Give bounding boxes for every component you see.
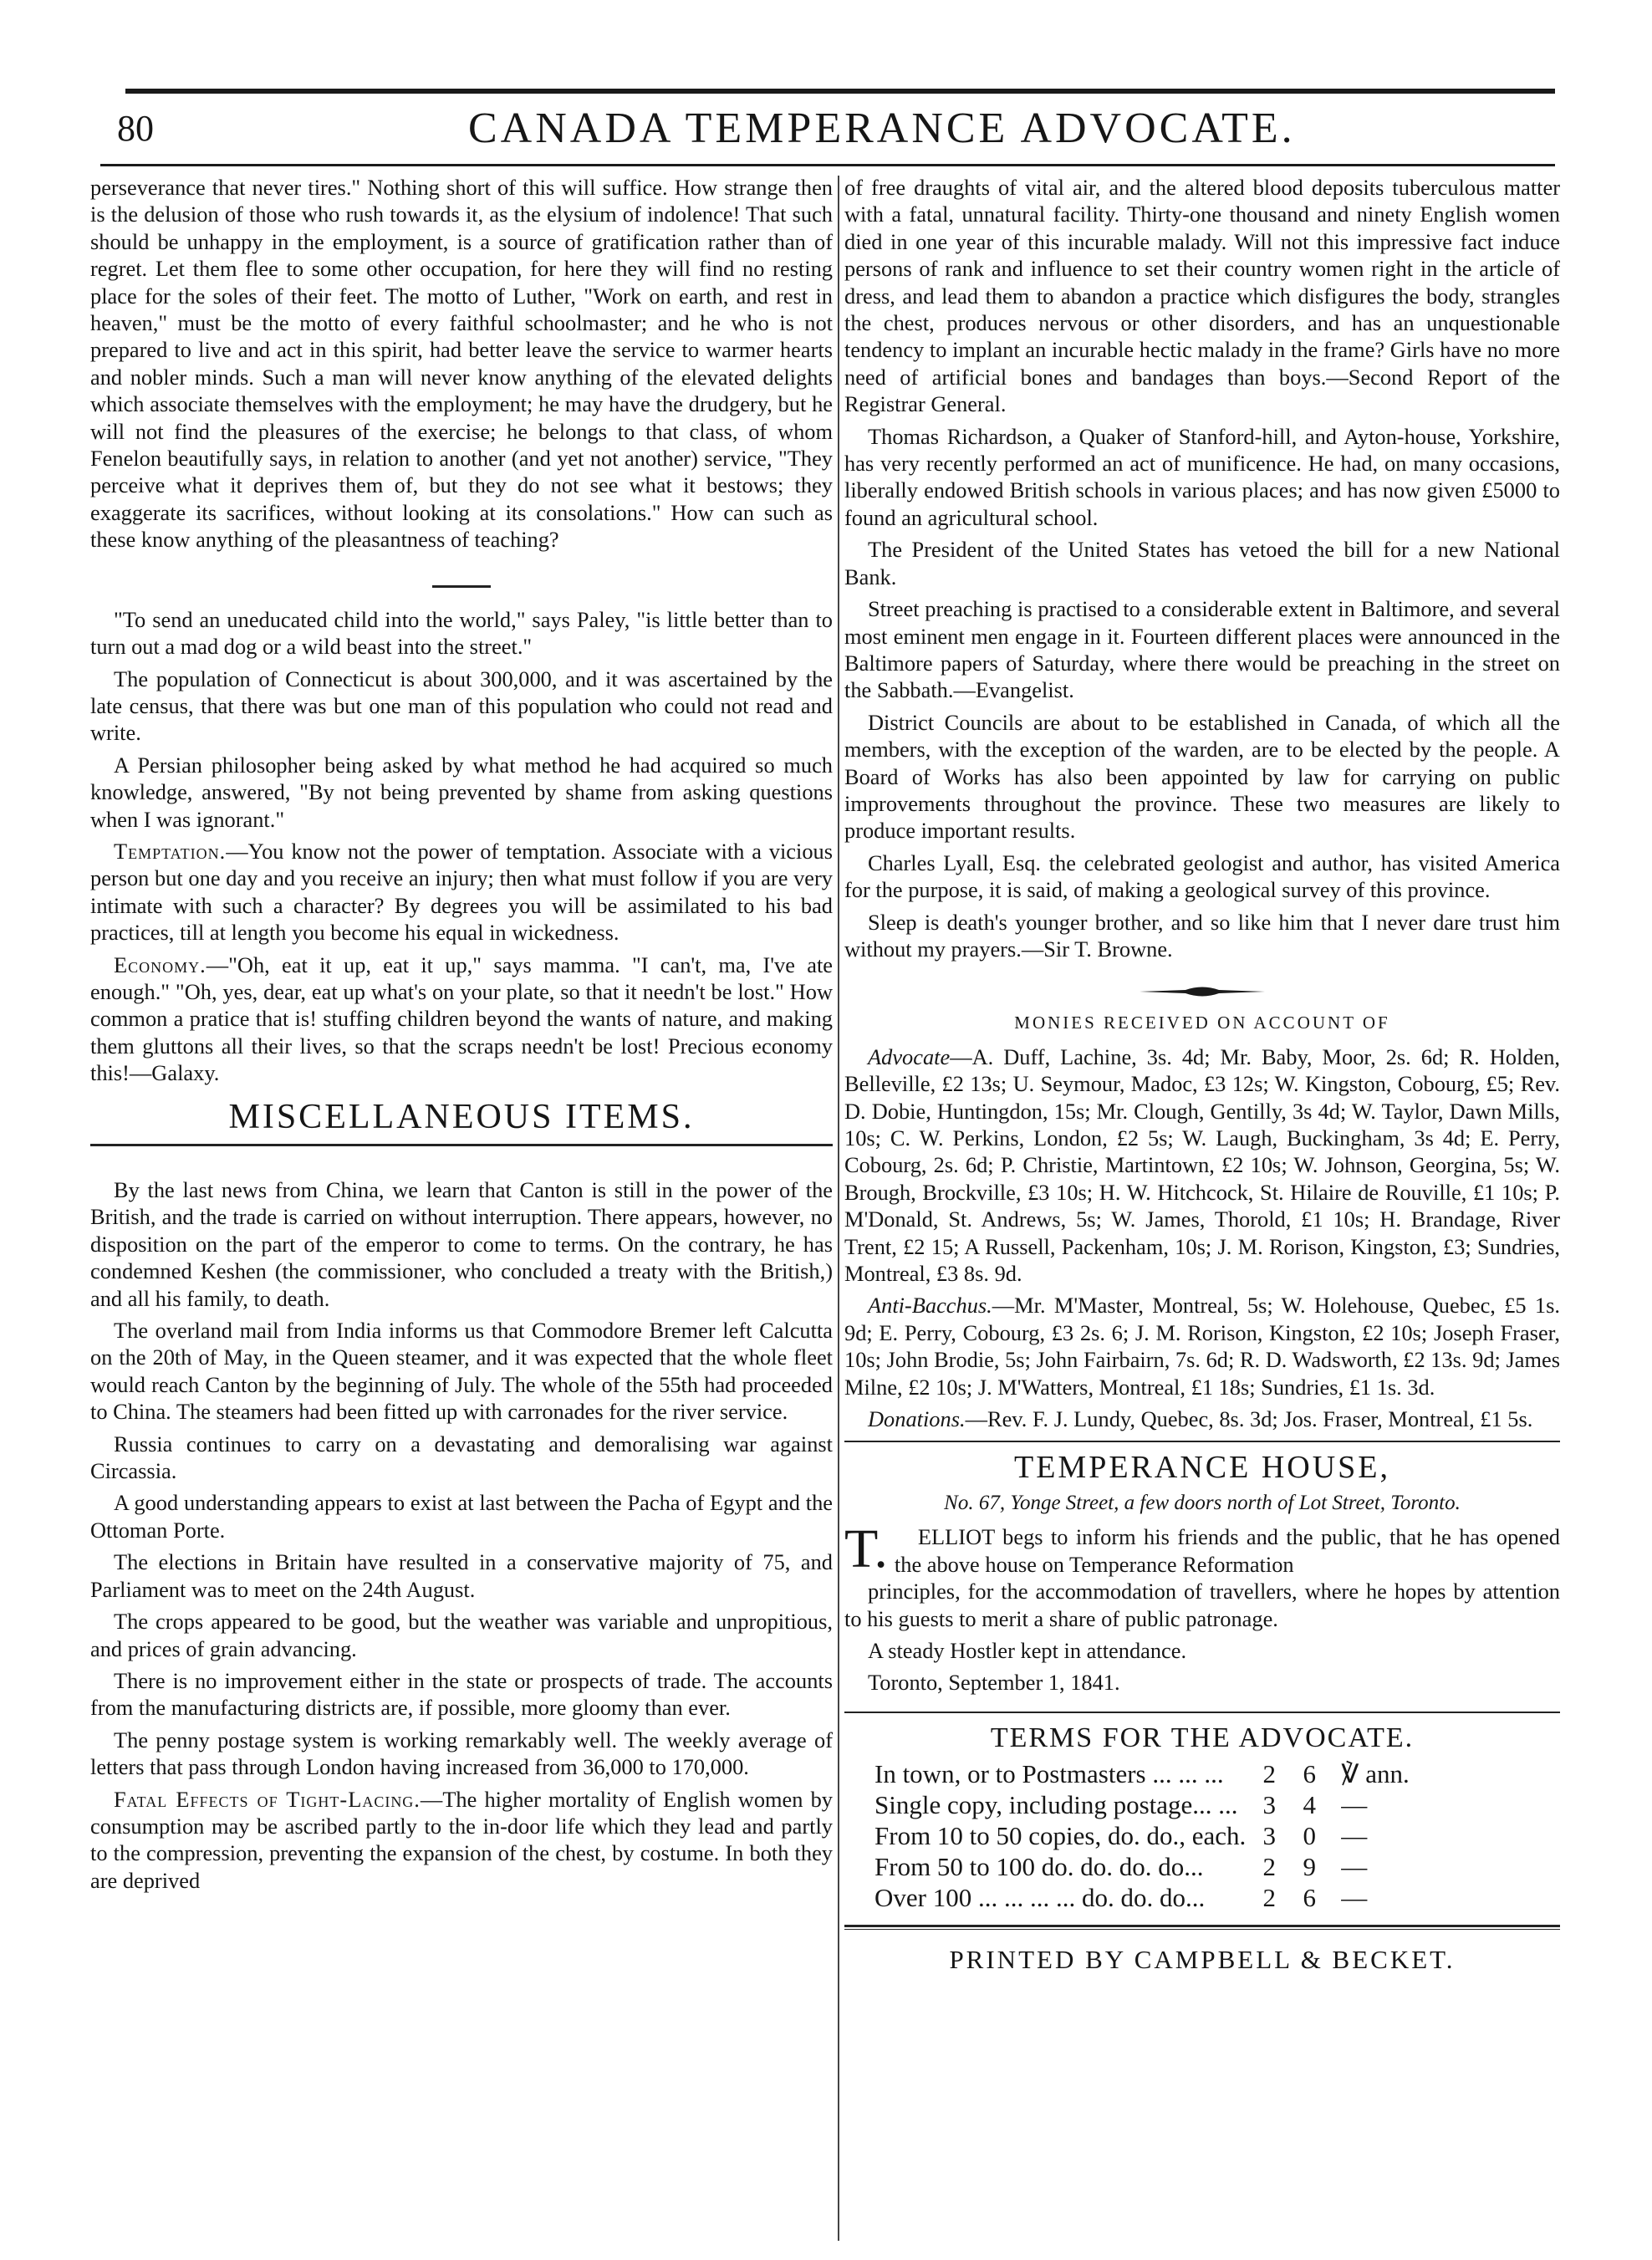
terms-pence: 6 [1303,1759,1317,1789]
terms-unit: — [1341,1883,1368,1913]
terms-pence: 4 [1303,1790,1317,1820]
article-body: —"Oh, eat it up, eat it up," says mamma. "I can't, ma, I've ate enough." "Oh, yes, dear, eat up what's on your plate, so that it needn't be lost." How common a pratice that is! stuffing children beyond the wants of nature, and making them gluttons all their lives, so that the scraps needn't be lost! Precious economy this!—Galaxy. [90,951,833,1086]
terms-desc: Over 100 ... ... ... ... do. do. do... [874,1883,1206,1913]
article-title: Economy. [114,951,206,977]
monies-list [844,1292,1560,1400]
monies-label: Advocate [868,1043,951,1069]
article-body: —You know not the power of temptation. Associate with a vicious person but one day and you receive an injury; then what must follow if you are very intimate with such a character? By degrees you will be assimilated to his bad practices, till at length you become his equal in wickedness. [90,838,833,946]
terms-desc: Single copy, including postage... ... [874,1790,1238,1820]
news-item: Sleep is death's younger brother, and so like him that I never dare trust him without my prayers.—Sir T. Browne. [844,909,1560,962]
news-item: A good understanding appears to exist at last between the Pacha of Egypt and the Ottoman Porte. [90,1490,833,1543]
terms-desc: From 50 to 100 do. do. do. do... [874,1852,1204,1882]
terms-desc: In town, or to Postmasters ... ... ... [874,1759,1224,1789]
terms-row [874,1882,1410,1913]
printer-imprint: PRINTED BY CAMPBELL & BECKET. [949,1945,1456,1975]
ad-block [844,1518,1560,1580]
article-text [90,951,833,1087]
article-text [90,838,833,946]
article-body: —The higher mortality of English women by consumption may be ascribed partly to the in-door life which they lead and partly to the compression, preventing the expansion of the chest, by costume. In both they are deprived [90,1786,833,1893]
ad-body-continued: principles, for the accommodation of travellers, where he hopes by attention to his guests to merit a share of public patronage. [844,1579,1560,1631]
news-item: The crops appeared to be good, but the weather was variable and unpropitious, and prices of grain advancing. [90,1609,833,1661]
terms-shillings: 2 [1262,1759,1277,1789]
ad-address: No. 67, Yonge Street, a few doors north of Lot Street, Toronto. [944,1491,1461,1514]
news-item: There is no improvement either in the state or prospects of trade. The accounts from the manufacturing districts are, if possible, more gloomy than ever. [90,1667,833,1721]
news-item: Street preaching is practised to a considerable extent in Baltimore, and several most eminent men engage in it. Fourteen different places were announced in the Baltimore papers of Saturday, where there would be preaching in the street on the Sabbath.—Evangelist. [844,596,1560,703]
ad-drop-initial: T. [844,1518,888,1580]
terms-desc: From 10 to 50 copies, do. do., each. [874,1821,1247,1851]
terms-shillings: 2 [1262,1852,1277,1882]
page-number: 80 [117,108,154,149]
terms-pence: 6 [1303,1883,1317,1913]
terms-shillings: 3 [1262,1821,1277,1851]
news-item: The President of the United States has vetoed the bill for a new National Bank. [844,537,1560,589]
terms-rule [844,1712,1560,1713]
article-text: The population of Connecticut is about 300,000, and it was ascertained by the late census, that there was but one man of this population who could not read and write. [90,666,833,746]
terms-unit: — [1341,1790,1368,1820]
masthead-title: CANADA TEMPERANCE ADVOCATE. [468,105,1296,152]
terms-unit: — [1341,1821,1368,1851]
news-item: By the last news from China, we learn that Canton is still in the power of the British, and the trade is carried on without interruption. There appears, however, no disposition on the part of the emperor to come to terms. On the contrary, he has condemned Keshen (the commissioner, who concluded a treaty with the British,) and all his family, to death. [90,1177,833,1311]
terms-row [874,1789,1410,1820]
monies-entries: —Mr. M'Master, Montreal, 5s; W. Holehouse, Quebec, £5 1s. 9d; E. Perry, Cobourg, £3 2s. 6; J. M. Rorison, Kingston, £2 10s; Joseph Fraser, 10s; John Brodie, 5s; John Fairbairn, 7s. 6d; R. D. Wadsworth, £2 13s. 9d; James Milne, £2 10s; J. M'Watters, Montreal, £1 18s; Sundries, £1 1s. 3d. [844,1293,1560,1400]
monies-entries: —A. Duff, Lachine, 3s. 4d; Mr. Baby, Moor, 2s. 6d; R. Holden, Belleville, £2 13s; U. Seymour, Madoc, £3 12s; W. Kingston, Cobourg, £5; Rev. D. Dobie, Huntingdon, 15s; Mr. Clough, Gentilly, 3s 4d; W. Taylor, Dawn Mills, 10s; C. W. Perkins, London, £2 5s; W. Laugh, Buckingham, 3s 4d; E. Perry, Cobourg, 2s. 6d; P. Christie, Martintown, £2 10s; W. Johnson, Georgina, 5s; W. Brough, Brockville, £3 10s; H. W. Hitchcock, St. Hilaire de Rouville, £1 10s; P. M'Donald, St. Andrews, 5s; W. James, Thorold, £1 10s; H. Brandage, River Trent, £2 15; A Russell, Packenham, 10s; J. M. Rorison, Kingston, £3; Sundries, Montreal, £3 8s. 9d. [844,1043,1560,1287]
terms-shillings: 2 [1262,1883,1277,1913]
terms-heading: TERMS FOR THE ADVOCATE. [990,1722,1415,1753]
column-divider [838,176,839,2241]
article-title: Temptation. [114,838,227,864]
ad-date: Toronto, September 1, 1841. [868,1670,1120,1696]
section-heading: MISCELLANEOUS ITEMS. [228,1097,695,1136]
news-item: The elections in Britain have resulted in a conservative majority of 75, and Parliament was to meet on the 24th August. [90,1549,833,1602]
monies-label: Anti-Bacchus. [868,1293,992,1319]
masthead-rule [100,164,1555,166]
news-item: District Councils are about to be established in Canada, of which all the members, with the exception of the warden, are to be elected by the people. A Board of Works has also been appointed by law for carrying on public improvements throughout the province. These two measures are likely to produce important results. [844,709,1560,844]
right-column [844,174,1560,2247]
news-item: The overland mail from India informs us that Commodore Bremer left Calcutta on the 20th of May, in the Queen steamer, and it was expected that the whole fleet would reach Canton by the beginning of July. The whole of the 55th had proceeded to China. The steamers had been fitted up with carronades for the river service. [90,1318,833,1425]
news-item: Charles Lyall, Esq. the celebrated geologist and author, has visited America for the purpose, it is said, of making a geological survey of this province. [844,849,1560,903]
terms-pence: 9 [1303,1852,1317,1882]
terms-unit: ℣ ann. [1341,1759,1410,1789]
news-item: The penny postage system is working remarkably well. The weekly average of letters that pass through London having increased from 36,000 to 170,000. [90,1727,833,1780]
ad-body: ELLIOT begs to inform his friends and the public, that he has opened the above house on Temperance Reformation [894,1524,1560,1577]
article-text: A Persian philosopher being asked by what method he had acquired so much knowledge, answered, "By not being prevented by shame from asking questions when I was ignorant." [90,752,833,832]
monies-entries: —Rev. F. J. Lundy, Quebec, 8s. 3d; Jos. Fraser, Montreal, £1 5s. [965,1406,1533,1432]
ad-hostler: A steady Hostler kept in attendance. [868,1637,1187,1663]
monies-list [844,1405,1560,1432]
terms-row [874,1851,1410,1882]
printer-rule [844,1925,1560,1930]
monies-label: Donations. [868,1406,966,1432]
article-text: "To send an uneducated child into the world," says Paley, "is little better than to turn out a mad dog or a wild beast into the street." [90,606,833,660]
ad-title: TEMPERANCE HOUSE, [1013,1450,1391,1486]
monies-list [844,1043,1560,1288]
terms-shillings: 3 [1262,1790,1277,1820]
terms-unit: — [1341,1852,1368,1882]
news-item [90,1786,833,1895]
terms-row [874,1758,1410,1789]
terms-table [874,1758,1410,1913]
ornament-divider-icon [1140,984,1265,999]
article-title: Fatal Effects of Tight-Lacing. [114,1786,421,1812]
news-item: Russia continues to carry on a devastating and demoralising war against Circassia. [90,1431,833,1484]
article-text: of free draughts of vital air, and the altered blood deposits tuberculous matter with a fatal, unnatural facility. Thirty-one thousand and ninety English women died in one year of this incurable malady. Will not this impressive fact induce persons of rank and influence to set their country women right in the article of dress, and lead them to abandon a practice which disfigures the body, strangles the chest, produces nervous or other disorders, and has an unquestionable tendency to implant an incurable hectic malady in the frame? Girls have no more need of artificial bones and bandages than boys.—Second Report of the Registrar General. [844,175,1560,417]
ad-rule [844,1441,1560,1442]
news-item: Thomas Richardson, a Quaker of Stanford-hill, and Ayton-house, Yorkshire, has very recently performed an act of munificence. He had, on many occasions, liberally endowed British schools in various places; and has now given £5000 to found an agricultural school. [844,423,1560,530]
section-rule [90,1144,833,1146]
top-rule [125,89,1555,94]
separator-rule [432,585,491,588]
monies-heading: MONIES RECEIVED ON ACCOUNT OF [1014,1013,1390,1033]
left-column [90,174,833,2247]
terms-pence: 0 [1303,1821,1317,1851]
article-text: perseverance that never tires." Nothing short of this will suffice. How strange then is the delusion of those who rush towards it, as the elysium of indolence! That such should be unhappy in the employment, is a source of gratification rather than of regret. Let them flee to some other occupation, for here they will find no resting place for the soles of their feet. The motto of Luther, "Work on earth, and rest in heaven," must be the motto of every faithful schoolmaster; and he who is not prepared to live and act in this spirit, had better leave the service to warmer hearts and nobler minds. Such a man will never know anything of the elevated delights which associate themselves with the employment; he may have the drudgery, but he will not find the pleasures of the exercise; he belongs to that class, of whom Fenelon beautifully says, in relation to another (and yet not another) service, "They perceive what it deprives them of, but they do not see what it bestows; they exaggerate its sacrifices, without looking at its consolations." How can such as these know anything of the pleasantness of teaching? [90,175,833,553]
terms-row [874,1820,1410,1851]
